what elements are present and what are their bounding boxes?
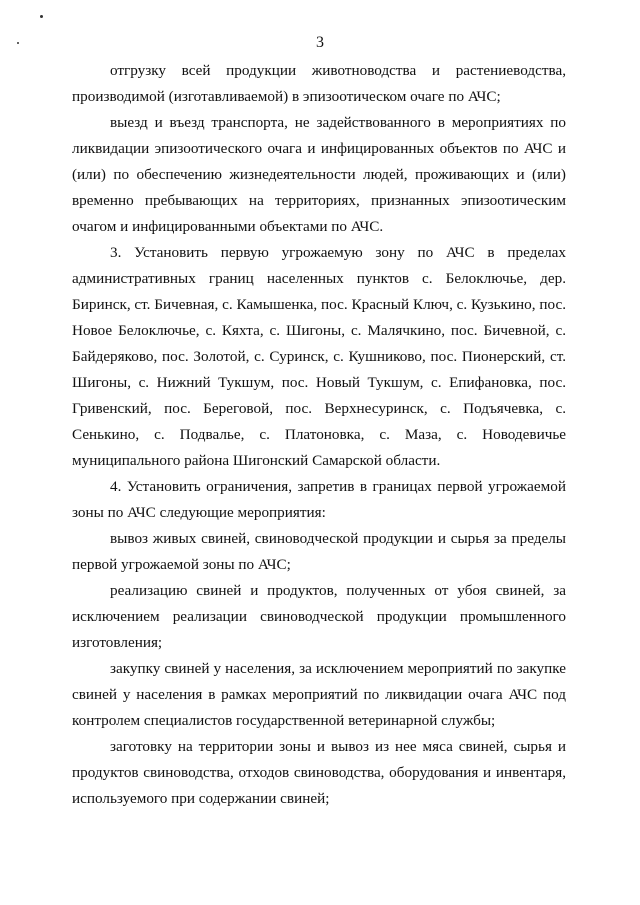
paragraph: реализацию свиней и продуктов, полученных от убоя свиней, за исключением реализации свиноводческой продукции промышленного изготовления; — [72, 582, 566, 651]
scan-speck-mark — [40, 15, 43, 18]
paragraph: вывоз живых свиней, свиноводческой продукции и сырья за пределы первой угрожаемой зоны по АЧС; — [72, 530, 566, 573]
paragraph: заготовку на территории зоны и вывоз из нее мяса свиней, сырья и продуктов свиноводства, отходов свиноводства, оборудования и инвентаря, используемого при содержании свиней; — [72, 738, 566, 807]
page-number: 3 — [316, 34, 324, 51]
paragraph: 4. Установить ограничения, запретив в границах первой угрожаемой зоны по АЧС следующие мероприятия: — [72, 478, 566, 521]
paragraph: выезд и въезд транспорта, не задействованного в мероприятиях по ликвидации эпизоотического очага и инфицированных объектов по АЧС и (или) по обеспечению жизнедеятельности людей, проживающих и (или) временно пребывающих на территориях, признанных эпизоотическим очагом и инфицированными объектами по АЧС. — [72, 114, 566, 235]
paragraph: закупку свиней у населения, за исключением мероприятий по закупке свиней у населения в рамках мероприятий по ликвидации очага АЧС под контролем специалистов государственной ветеринарной службы; — [72, 660, 566, 729]
document-body — [72, 58, 566, 812]
paragraph: отгрузку всей продукции животноводства и растениеводства, производимой (изготавливаемой) в эпизоотическом очаге по АЧС; — [72, 62, 566, 105]
paragraph: 3. Установить первую угрожаемую зону по АЧС в пределах административных границ населенных пунктов с. Белоключье, дер. Биринск, ст. Бичевная, с. Камышенка, пос. Красный Ключ, с. Кузькино, пос. Новое Белоключье, с. Кяхта, с. Шигоны, с. Малячкино, пос. Бичевной, с. Байдеряково, пос. Золотой, с. Суринск, с. Кушниково, пос. Пионерский, ст. Шигоны, с. Нижний Тукшум, пос. Новый Тукшум, с. Епифановка, пос. Гривенский, пос. Береговой, пос. Верхнесуринск, с. Подъячевка, с. Сенькино, с. Подвалье, с. Платоновка, с. Маза, с. Новодевичье муниципального района Шигонский Самарской области. — [72, 244, 566, 469]
